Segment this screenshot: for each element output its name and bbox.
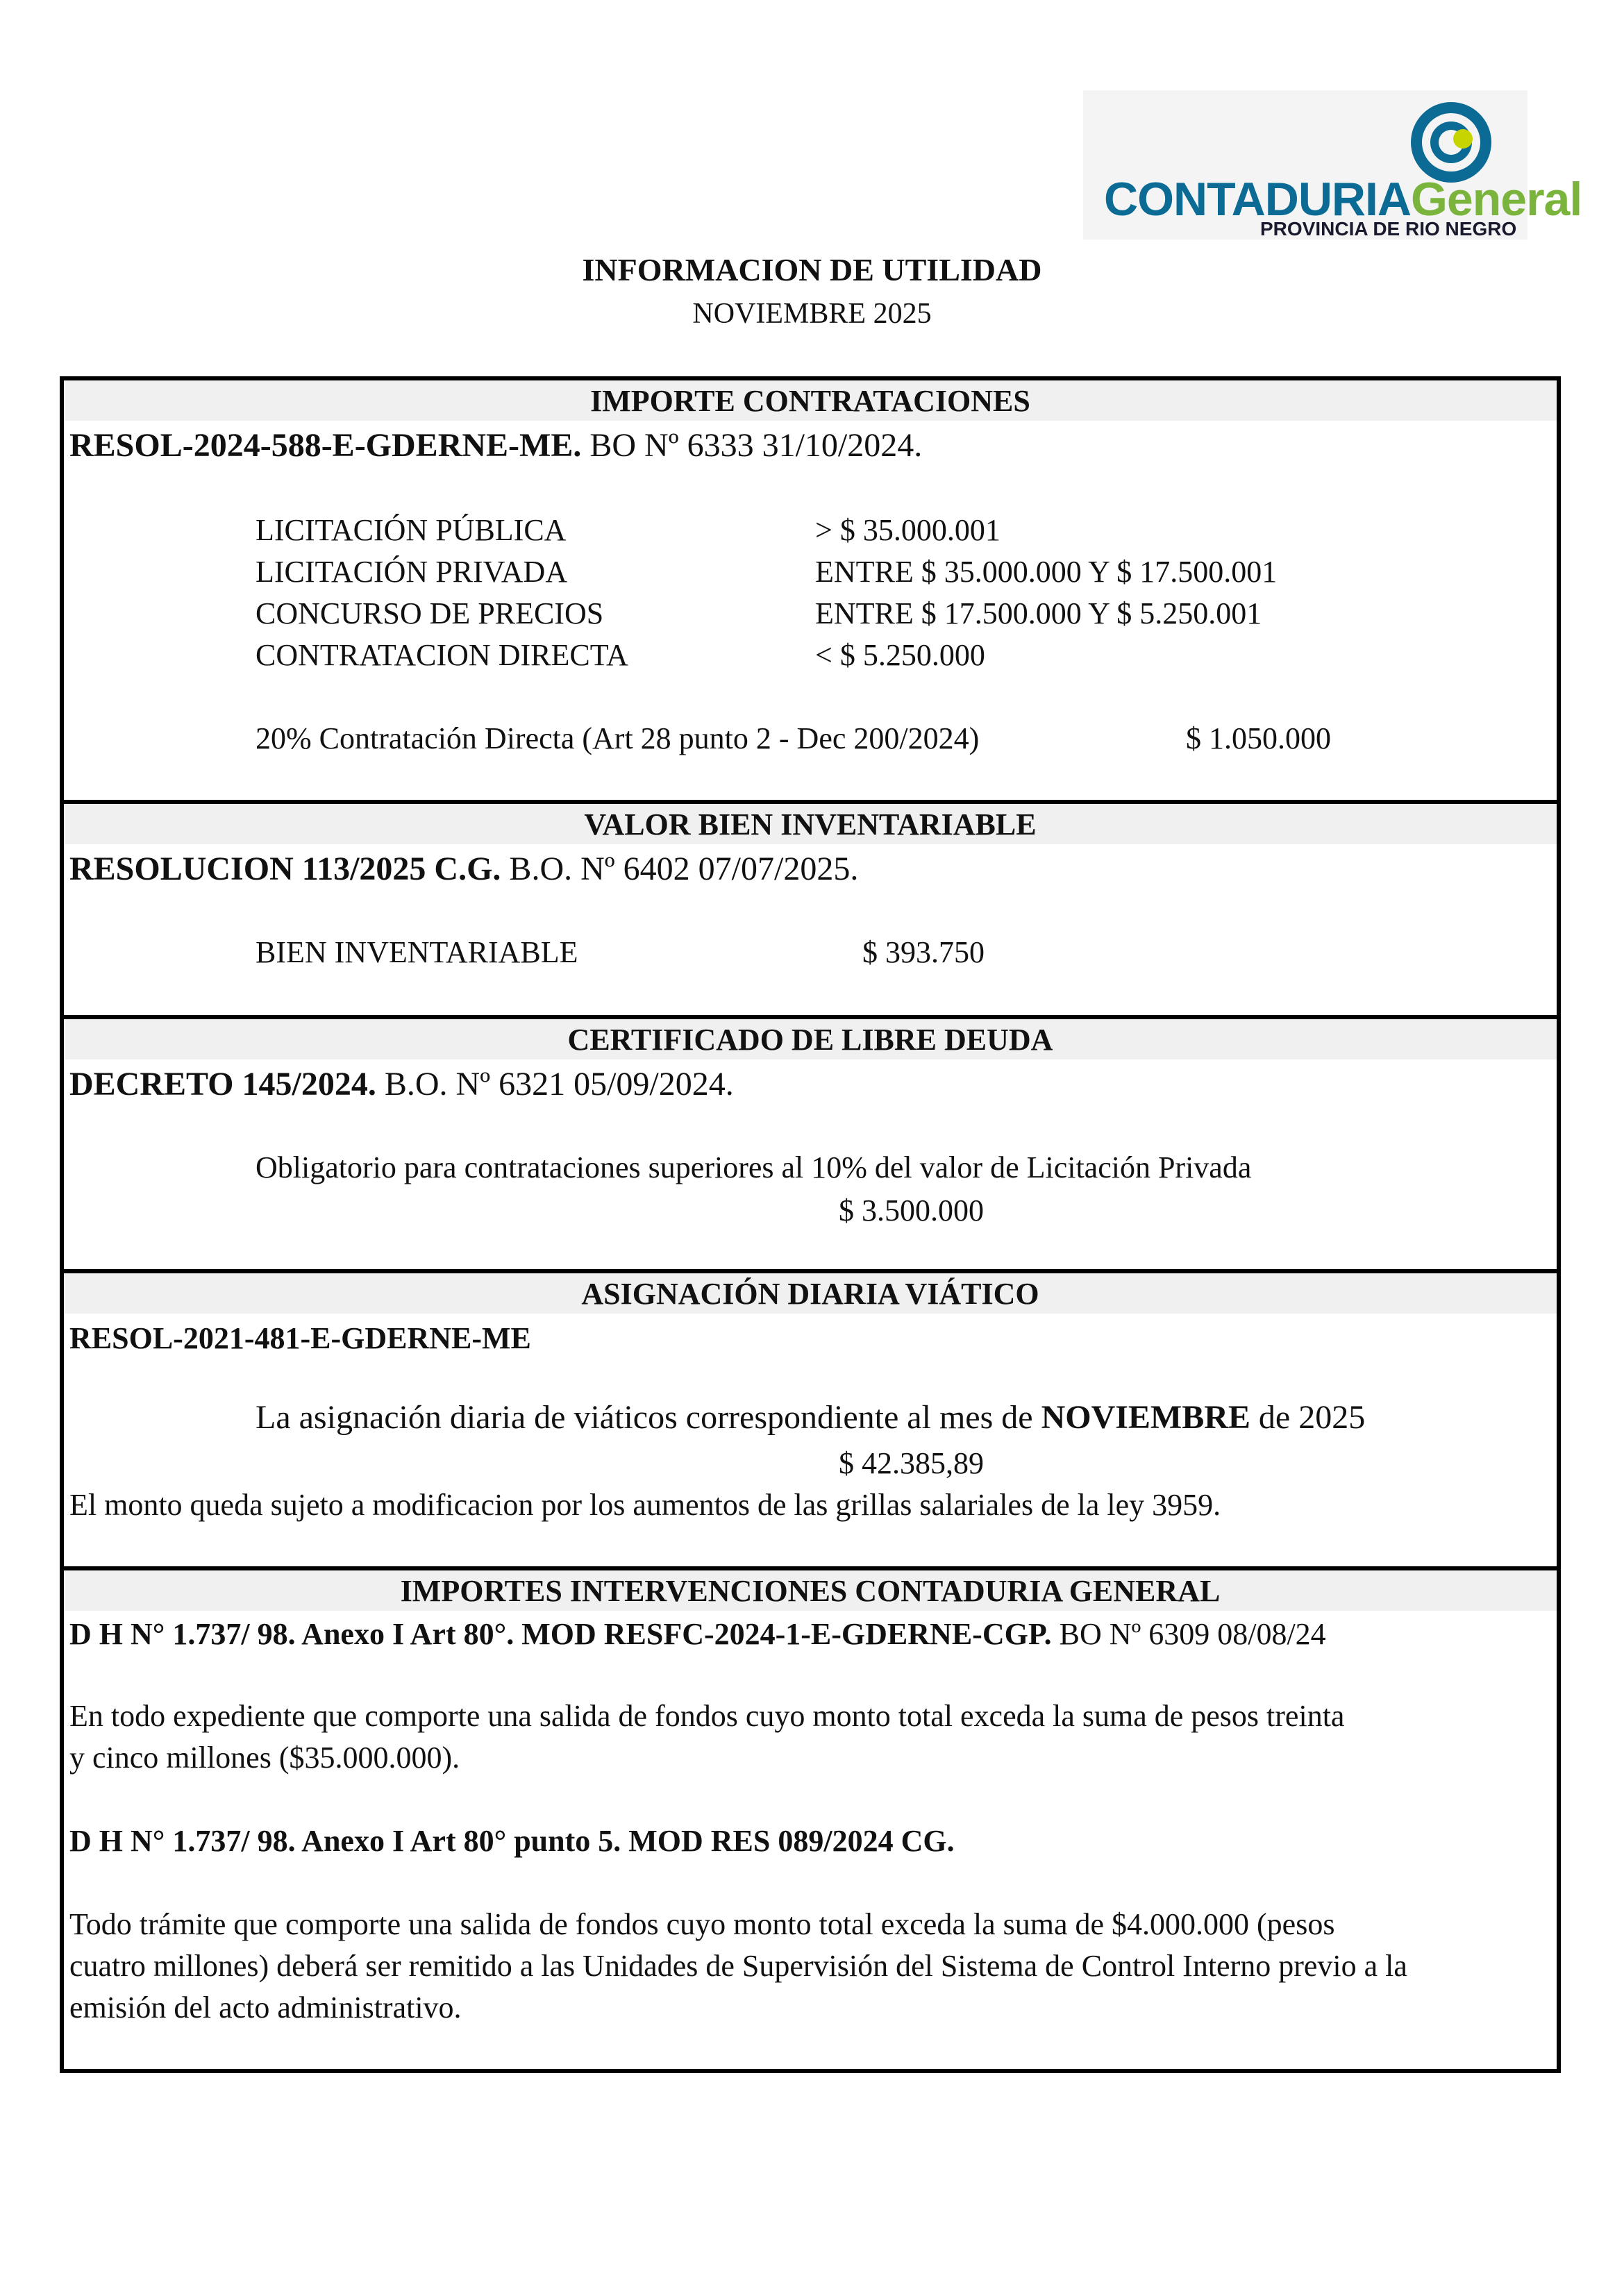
extra-value: $ 1.050.000 [1186, 721, 1331, 755]
viatico-note: El monto queda sujeto a modificacion por los aumentos de las grillas salariales de la ley 3959. [69, 1488, 1221, 1522]
logo-subtitle: PROVINCIA DE RIO NEGRO [1260, 218, 1517, 240]
section-heading: CERTIFICADO DE LIBRE DEUDA [64, 1019, 1557, 1059]
section-heading: IMPORTE CONTRATACIONES [64, 380, 1557, 421]
libre-deuda-value: $ 3.500.000 [839, 1193, 984, 1227]
row-value: ENTRE $ 17.500.000 Y $ 5.250.001 [815, 596, 1262, 630]
libre-deuda-text: Obligatorio para contrataciones superiores al 10% del valor de Licitación Privada [256, 1150, 1252, 1184]
norm-reference: DECRETO 145/2024. B.O. Nº 6321 05/09/2024. [69, 1066, 734, 1103]
norm-reference: D H N° 1.737/ 98. Anexo I Art 80° punto 5. MOD RES 089/2024 CG. [69, 1824, 955, 1858]
norm-reference: D H N° 1.737/ 98. Anexo I Art 80°. MOD RESFC-2024-1-E-GDERNE-CGP. BO Nº 6309 08/08/24 [69, 1617, 1326, 1651]
norm-reference: RESOL-2021-481-E-GDERNE-ME [69, 1321, 531, 1355]
row-value: > $ 35.000.001 [815, 513, 1001, 547]
section-libre-deuda [60, 1015, 1561, 1273]
row-value: ENTRE $ 35.000.000 Y $ 17.500.001 [815, 555, 1278, 589]
section-heading: ASIGNACIÓN DIARIA VIÁTICO [64, 1273, 1557, 1314]
row-label: LICITACIÓN PRIVADA [256, 555, 568, 589]
paragraph-line: cuatro millones) deberá ser remitido a las Unidades de Supervisión del Sistema de Control Interno previo a la [69, 1949, 1407, 1983]
inventariable-value: $ 393.750 [862, 935, 985, 969]
logo-wordmark: CONTADURIAGeneral [1104, 173, 1582, 226]
section-heading: IMPORTES INTERVENCIONES CONTADURIA GENERAL [64, 1570, 1557, 1611]
section-contrataciones [60, 376, 1561, 804]
paragraph-line: emisión del acto administrativo. [69, 1991, 462, 2025]
viatico-text: La asignación diaria de viáticos correspondiente al mes de NOVIEMBRE de 2025 [256, 1399, 1366, 1436]
inventariable-label: BIEN INVENTARIABLE [256, 935, 578, 969]
row-label: LICITACIÓN PÚBLICA [256, 513, 567, 547]
extra-label: 20% Contratación Directa (Art 28 punto 2 - Dec 200/2024) [256, 721, 980, 755]
section-inventariable [60, 800, 1561, 1019]
norm-reference: RESOLUCION 113/2025 C.G. B.O. Nº 6402 07/07/2025. [69, 850, 859, 887]
row-value: < $ 5.250.000 [815, 638, 985, 672]
paragraph-line: Todo trámite que comporte una salida de fondos cuyo monto total exceda la suma de $4.000.000 (pesos [69, 1907, 1335, 1941]
row-label: CONCURSO DE PRECIOS [256, 596, 604, 630]
row-label: CONTRATACION DIRECTA [256, 638, 628, 672]
section-heading: VALOR BIEN INVENTARIABLE [64, 804, 1557, 844]
section-viatico [60, 1269, 1561, 1570]
paragraph-line: y cinco millones ($35.000.000). [69, 1741, 460, 1775]
norm-reference: RESOL-2024-588-E-GDERNE-ME. BO Nº 6333 31/10/2024. [69, 427, 923, 464]
viatico-value: $ 42.385,89 [839, 1446, 984, 1480]
paragraph-line: En todo expediente que comporte una salida de fondos cuyo monto total exceda la suma de pesos treinta [69, 1699, 1345, 1733]
page-period: NOVIEMBRE 2025 [692, 298, 932, 330]
section-intervenciones [60, 1566, 1561, 2073]
contaduria-logo [1083, 90, 1582, 240]
page-title: INFORMACION DE UTILIDAD [582, 252, 1042, 287]
